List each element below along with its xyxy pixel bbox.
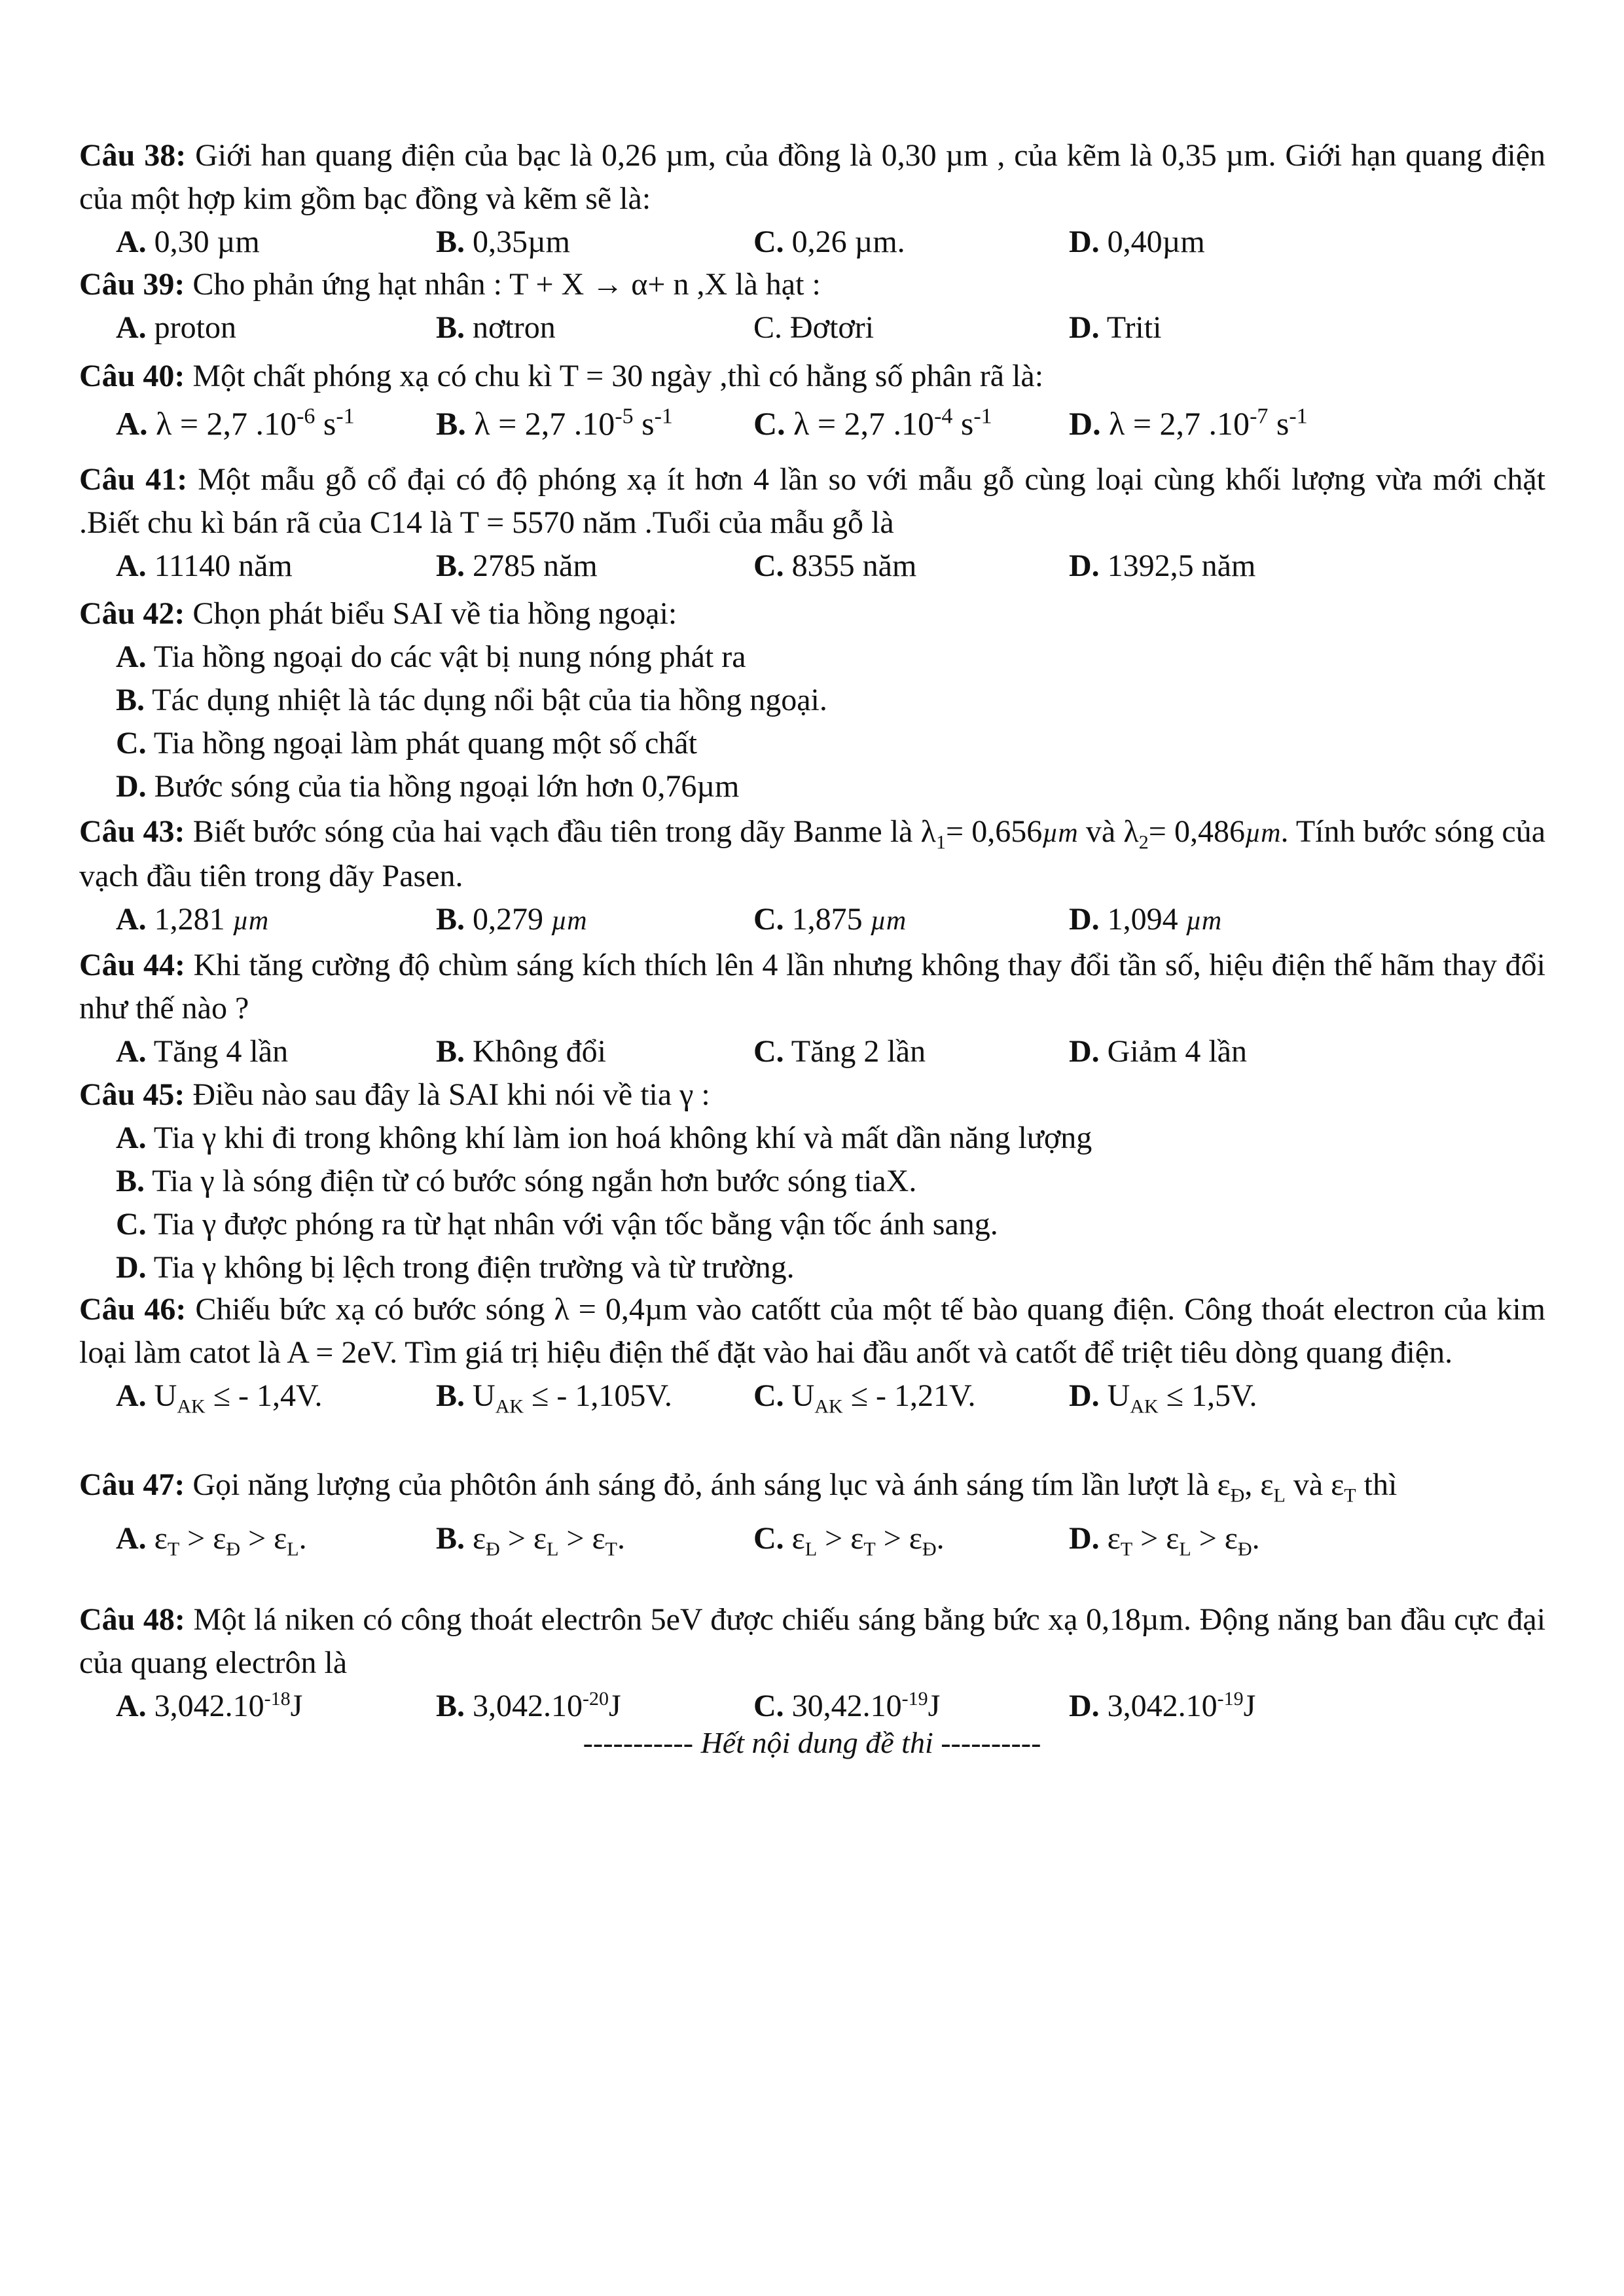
options-row (79, 221, 1545, 264)
option-c: C. $U_{AK}$ ≤ - 1,21V. (753, 1378, 976, 1418)
option-d: D. 1392,5 năm (1069, 548, 1256, 583)
option-d: D. Triti (1069, 310, 1162, 345)
question-label: Câu 48: (79, 1602, 185, 1637)
options-row (79, 306, 1545, 350)
question-48-stem (79, 1598, 1545, 1685)
option-d: D. Giảm 4 lần (1069, 1034, 1247, 1069)
option-c: C. Tia hồng ngoại làm phát quang một số chất (116, 726, 697, 761)
option-d: D. $\varepsilon_T > \varepsilon_L > \varepsilon_Đ$. (1069, 1521, 1260, 1560)
option-c: C. Tia γ được phóng ra từ hạt nhân với vận tốc bằng vận tốc ánh sang. (116, 1207, 998, 1242)
option-b: B. λ = 2,7 $.10^{-5}$ $s^{-1}$ (436, 404, 673, 442)
question-text: Chọn phát biểu SAI về tia hồng ngoại: (192, 596, 677, 631)
question-text: Khi tăng cường độ chùm sáng kích thích lên 4 lần nhưng không thay đổi tần số, hiệu điện thế hãm thay đổi như thế nào ? (79, 948, 1546, 1026)
option-b: B. nơtron (436, 310, 556, 345)
question-39 (79, 263, 1545, 350)
question-44-stem (79, 944, 1545, 1030)
option-a: A. 0,30 µm (116, 224, 260, 259)
options-row (79, 1517, 1545, 1560)
option-a: A. Tăng 4 lần (116, 1034, 289, 1069)
question-47 (79, 1463, 1545, 1560)
options-row (79, 898, 1545, 941)
option-b: B. $U_{AK}$ ≤ - 1,105V. (436, 1378, 672, 1418)
question-label: Câu 44: (79, 948, 185, 982)
question-40 (79, 355, 1545, 449)
question-43 (79, 810, 1545, 941)
option-d: D. λ = 2,7 $.10^{-7}$ $s^{-1}$ (1069, 404, 1308, 442)
question-46 (79, 1288, 1545, 1418)
option-d: D. Tia γ không bị lệch trong điện trường và từ trường. (116, 1250, 795, 1285)
option-a: A. $3,042.10^{-18}J$ (116, 1688, 303, 1723)
option-b: B. 0,35µm (436, 224, 571, 259)
exam-end-footer: ----------- Hết nội dung đề thi ---------- (583, 1726, 1041, 1759)
option-d: D. 1,094 µm (1069, 902, 1222, 937)
option-a: A. $U_{AK}$ ≤ - 1,4V. (116, 1378, 323, 1418)
option-c: C. 1,875 µm (753, 902, 907, 937)
option-c: C. $30,42.10^{-19}J$ (753, 1688, 941, 1723)
question-label: Câu 46: (79, 1292, 187, 1327)
option-c: C. λ = 2,7 $.10^{-4}$ $s^{-1}$ (753, 404, 992, 442)
question-text: Điều nào sau đây là SAI khi nói về tia γ : (192, 1077, 710, 1112)
options-row (79, 1374, 1545, 1418)
question-text: Một lá niken có công thoát electrôn 5eV được chiếu sáng bằng bức xạ 0,18µm. Động năng ban đầu cực đại của quang electrôn là (79, 1602, 1546, 1680)
question-42-stem (79, 592, 1545, 636)
question-text: Một mẫu gỗ cổ đại có độ phóng xạ ít hơn 4 lần so với mẫu gỗ cùng loại cùng khối lượng vừa mới chặt .Biết chu kì bán rã của C14 là T = 5570 năm .Tuổi của mẫu gỗ là (79, 462, 1546, 540)
option-a: A. λ = 2,7 $.10^{-6}$ $s^{-1}$ (116, 404, 355, 442)
option-d: D. 0,40µm (1069, 224, 1205, 259)
question-text: Chiếu bức xạ có bước sóng λ = 0,4µm vào catốtt của một tế bào quang điện. Công thoát electron của kim loại làm catot là A = 2eV. Tìm giá trị hiệu điện thế đặt vào hai đầu anốt và catốt để triệt tiêu dòng quang điện. (79, 1292, 1546, 1370)
question-text: Cho phản ứng hạt nhân : T + X → α+ n ,X là hạt : (192, 267, 821, 302)
option-d: D. $U_{AK} \le 1,5V$. (1069, 1378, 1257, 1418)
question-label: Câu 42: (79, 596, 185, 631)
question-44 (79, 944, 1545, 1073)
question-38-stem (79, 134, 1545, 221)
option-d: D. $3,042.10^{-19}J$ (1069, 1688, 1256, 1723)
question-41-stem (79, 458, 1545, 545)
question-47-stem: Câu 47: Gọi năng lượng của phôtôn ánh sáng đỏ, ánh sáng lục và ánh sáng tím lần lượt là $\varepsilon_Đ$, $\varepsilon_L$ và $\varepsilon_T$ thì (79, 1467, 1398, 1507)
options-row (79, 545, 1545, 588)
option-a: A. Tia γ khi đi trong không khí làm ion hoá không khí và mất dần năng lượng (116, 1121, 1092, 1155)
question-40-stem (79, 355, 1545, 398)
question-label: Câu 38: (79, 138, 187, 173)
option-c: C. $\varepsilon_L > \varepsilon_T > \varepsilon_Đ$. (753, 1521, 945, 1560)
question-48 (79, 1598, 1545, 1728)
question-label: Câu 43: (79, 814, 185, 849)
question-label: Câu 40: (79, 359, 185, 393)
question-label: Câu 39: (79, 267, 185, 302)
options-row (79, 402, 1545, 453)
option-b: B. 0,279 µm (436, 902, 587, 937)
options-row (79, 1030, 1545, 1073)
question-39-stem (79, 263, 1545, 306)
option-b: B. Tác dụng nhiệt là tác dụng nổi bật của tia hồng ngoại. (116, 683, 827, 717)
question-43-stem: Câu 43: Biết bước sóng của hai vạch đầu tiên trong dãy Banme là $\lambda_1= 0,656\mu m$ và $\lambda_2= 0,486\mu m$. Tính bước sóng của vạch đầu tiên trong dãy Pasen. (79, 814, 1546, 893)
option-c: C. Tăng 2 lần (753, 1034, 926, 1069)
option-b: B. Tia γ là sóng điện từ có bước sóng ngắn hơn bước sóng tiaX. (116, 1164, 917, 1198)
question-41 (79, 458, 1545, 588)
question-text: Một chất phóng xạ có chu kì T = 30 ngày ,thì có hằng số phân rã là: (192, 359, 1044, 393)
option-b: B. $3,042.10^{-20}J$ (436, 1688, 621, 1723)
option-a: A. $\varepsilon_T > \varepsilon_Đ > \varepsilon_L$. (116, 1521, 307, 1560)
option-b: B. 2785 năm (436, 548, 598, 583)
option-c: C. 8355 năm (753, 548, 917, 583)
question-text: Giới han quang điện của bạc là 0,26 µm, của đồng là 0,30 µm , của kẽm là 0,35 µm. Giới hạn quang điện của một hợp kim gồm bạc đồng và kẽm sẽ là: (79, 138, 1546, 216)
question-42 (79, 592, 1545, 808)
question-label: Câu 45: (79, 1077, 185, 1112)
option-d: D. Bước sóng của tia hồng ngoại lớn hơn 0,76µm (116, 769, 740, 804)
option-a: A. Tia hồng ngoại do các vật bị nung nóng phát ra (116, 639, 746, 674)
question-46-stem (79, 1288, 1545, 1374)
option-b: B. $\varepsilon_Đ > \varepsilon_L > \varepsilon_T$. (436, 1521, 625, 1560)
option-c: C. 0,26 µm. (753, 224, 905, 259)
option-a: A. 1,281 µm (116, 902, 269, 937)
question-label: Câu 47: (79, 1467, 185, 1502)
option-a: A. proton (116, 310, 236, 345)
option-c: C. Đơtơri (753, 310, 875, 345)
question-label: Câu 41: (79, 462, 188, 497)
question-45 (79, 1073, 1545, 1289)
question-38 (79, 134, 1545, 264)
option-a: A. 11140 năm (116, 548, 293, 583)
question-45-stem (79, 1073, 1545, 1117)
option-b: B. Không đổi (436, 1034, 607, 1069)
